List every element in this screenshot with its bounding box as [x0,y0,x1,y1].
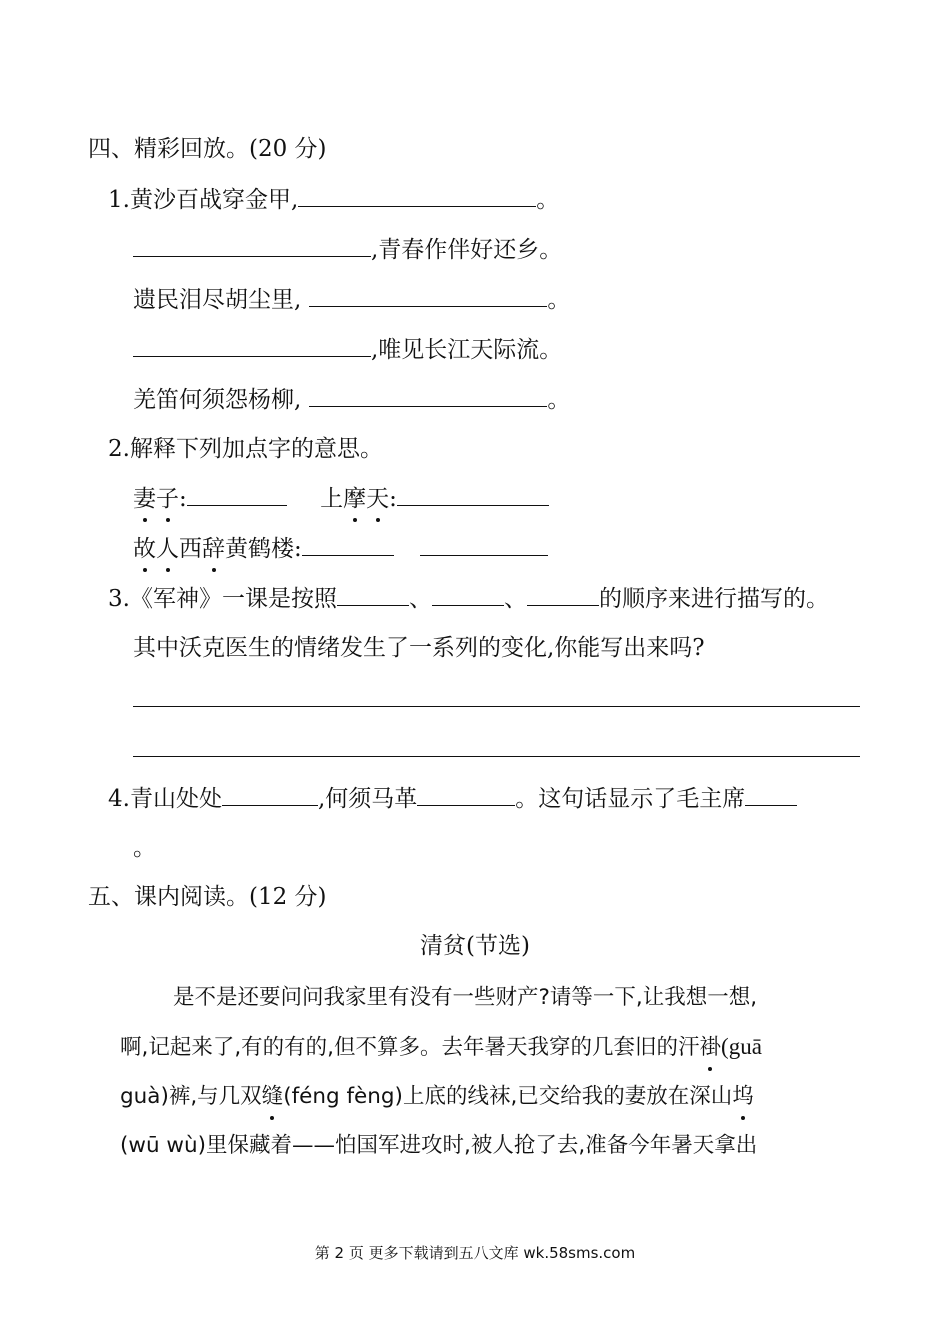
q3-answer-line2[interactable] [133,756,860,757]
q2-blank3[interactable] [302,533,394,556]
q3-line2: 其中沃克医生的情绪发生了一系列的变化,你能写出来吗? [133,635,705,661]
q3-text1: 3.《军神》一课是按照 [108,586,337,612]
passage-title [0,931,950,961]
q2-word-xi: 西 [179,536,202,562]
passage-line2-text: 啊,记起来了,有的有的,但不算多。去年暑天我穿的几套旧的汗 [120,1035,700,1060]
passage-line2-pinyin: (guā [721,1034,762,1059]
q4-text3: 。这句话显示了毛主席 [515,786,746,812]
q4-text1: 4.青山处处 [108,786,222,812]
q3-sep1: 、 [408,586,432,612]
passage-line3 [120,1082,754,1112]
q3-answer-line1[interactable] [133,706,860,707]
q1-line2 [133,234,562,265]
q1-number: 1. [108,187,130,213]
q4-text2: ,何须马革 [317,786,418,812]
q4-blank3[interactable] [745,783,797,806]
passage-line3-text2: (féng fèng)上底的线袜,已交给我的妻放在深山 [283,1084,733,1109]
q1-line5-text: 羌笛何须怨杨柳, [133,387,302,413]
passage-line1: 是不是还要问问我家里有没有一些财产?请等一下,让我想一想, [173,985,758,1010]
q1-period1: 。 [536,187,560,213]
q2-word-ren: 人 [156,536,179,562]
passage-dot-gua: 褂 [700,1033,722,1063]
q1-line3 [133,284,570,315]
q4-end: 。 [133,835,156,861]
q1-period3: 。 [547,287,571,313]
passage-dot-feng: 缝 [262,1082,284,1112]
q3-sep2: 、 [503,586,527,612]
q1-period5: 。 [547,387,571,413]
q1-line3-text: 遗民泪尽胡尘里, [133,287,302,313]
q1-blank4[interactable] [133,334,371,357]
q2-word-zi: 子 [156,486,179,512]
section5-heading: 五、课内阅读。(12 分) [88,884,327,910]
q1-line5 [133,384,570,415]
q2-blank2[interactable] [397,483,549,506]
q2-word-shang: 上 [320,486,344,512]
q1-blank5[interactable] [309,384,547,407]
passage-dot-wu: 坞 [732,1082,754,1112]
q1-blank3[interactable] [309,284,547,307]
q3-blank2[interactable] [432,583,504,606]
passage-line2 [120,1032,762,1063]
q2-word-tian: 天 [366,486,390,512]
section4-heading: 四、精彩回放。(20 分) [88,136,327,162]
q1-line4-text: ,唯见长江天际流。 [371,337,563,363]
q2-blank1[interactable] [187,483,287,506]
q2-word-mo: 摩 [343,486,367,512]
q2-colon1: : [179,486,187,512]
passage-line3-text1: guà)裤,与几双 [120,1084,262,1109]
q4-blank1[interactable] [222,783,318,806]
q1-line4 [133,334,562,365]
q2-word-qi: 妻 [133,486,156,512]
q2-word-gu: 故 [133,536,156,562]
q4-line1 [108,783,797,814]
q2-word-huanghelou: 黄鹤楼 [225,536,294,562]
q1-line2-text: ,青春作伴好还乡。 [371,237,563,263]
q3-blank3[interactable] [527,583,599,606]
q2-blank4[interactable] [420,533,548,556]
q2-colon2: : [389,486,397,512]
passage-title-text: 清贫(节选) [420,933,530,959]
q4-blank2[interactable] [417,783,515,806]
q2-title: 2.解释下列加点字的意思。 [108,436,383,462]
q2-line1 [133,483,549,514]
q3-line1 [108,583,829,614]
page-footer: 第 2 页 更多下载请到五八文库 wk.58sms.com [314,1244,636,1262]
q1-line1-text: 黄沙百战穿金甲, [129,187,299,213]
q2-line2 [133,533,548,564]
passage-line4: (wū wù)里保藏着——怕国军进攻时,被人抢了去,准备今年暑天拿出 [120,1133,758,1158]
q1-blank1[interactable] [298,184,536,207]
q3-text2: 的顺序来进行描写的。 [598,586,829,612]
q1-blank2[interactable] [133,234,371,257]
q2-colon3: : [294,536,302,562]
q1-line1 [108,184,559,215]
q3-blank1[interactable] [337,583,409,606]
q2-word-ci: 辞 [202,536,225,562]
